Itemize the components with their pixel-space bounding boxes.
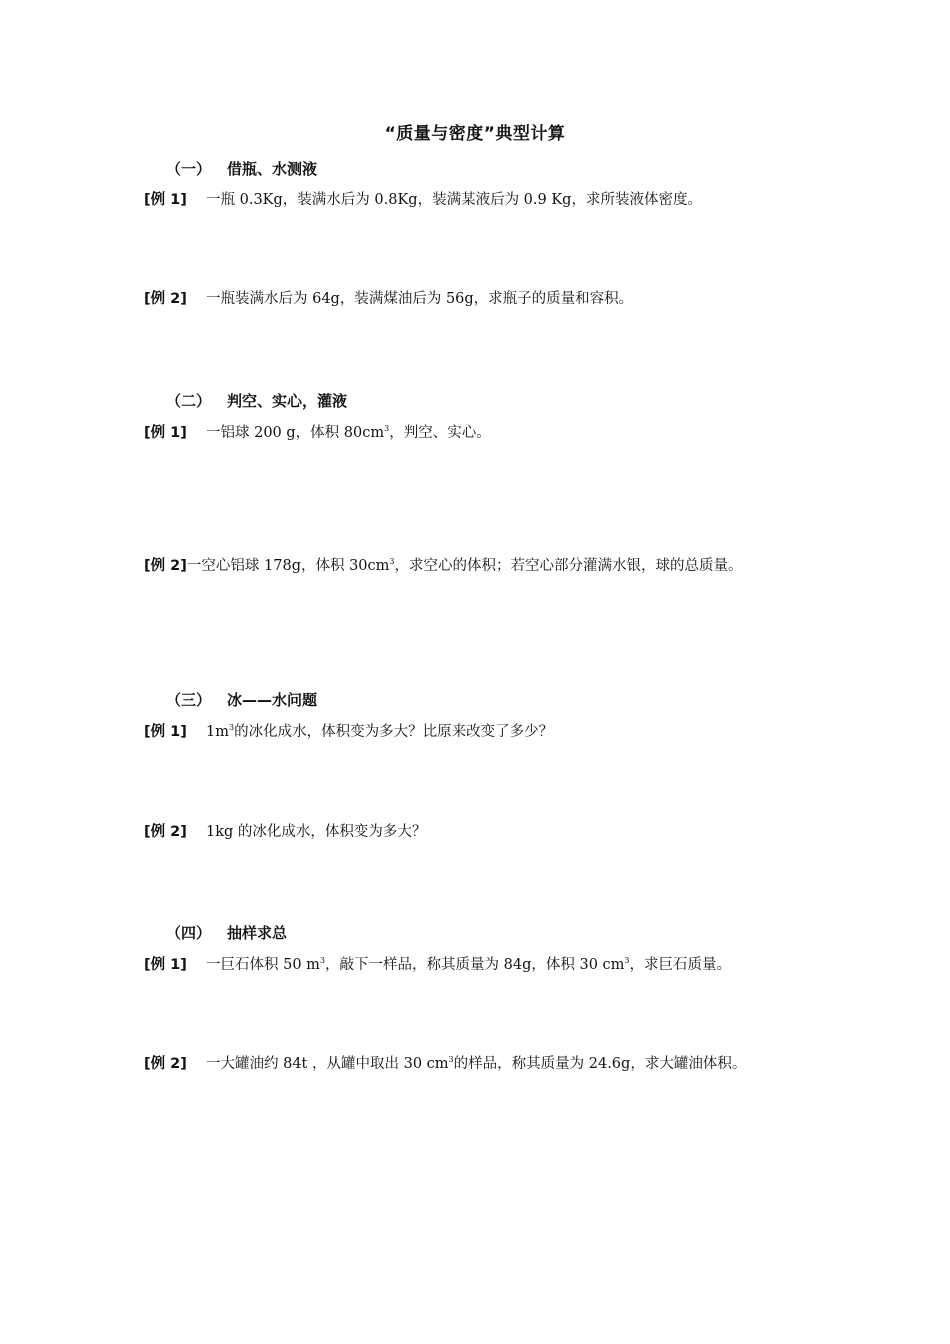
example-tag: [例 1] [144,724,187,740]
example-text: 一巨石体积 50 m [206,957,320,973]
example-text: 一瓶装满水后为 64g，装满煤油后为 56g，求瓶子的质量和容积。 [206,291,634,307]
section-number: （三） [166,691,212,709]
section-title: 借瓶、水测液 [227,160,318,178]
example-text: ，求空心的体积；若空心部分灌满水银，球的总质量。 [394,558,743,574]
section-number: （二） [166,392,212,410]
example-item [144,556,743,576]
example-tag: [例 2] [144,291,187,307]
example-item [144,1054,746,1074]
section-heading-3 [166,689,317,710]
example-tag: [例 2] [144,1056,187,1072]
example-text: 1kg 的冰化成水，体积变为多大？ [206,824,427,840]
section-number: （一） [166,160,212,178]
section-title: 冰——水问题 [227,691,318,709]
example-text: 一瓶 0.3Kg，装满水后为 0.8Kg，装满某液后为 0.9 Kg，求所装液体密度。 [206,192,702,208]
example-tag: [例 2] [144,824,187,840]
example-tag: [例 2] [144,558,187,574]
example-text: ，判空、实心。 [389,425,491,441]
example-text: ，求巨石质量。 [629,957,731,973]
section-title: 抽样求总 [227,924,288,942]
superscript: 3 [624,956,630,966]
example-text: 1m [206,724,229,740]
superscript: 3 [319,956,326,966]
section-heading-4 [166,922,287,943]
superscript: 3 [384,424,390,434]
example-item [144,722,553,742]
example-text: 一铝球 200 g，体积 80cm [206,425,385,441]
example-item [144,190,702,210]
section-title: 判空、实心，灌液 [227,392,348,410]
example-item [144,423,491,443]
section-heading-1 [166,158,317,179]
example-tag: [例 1] [144,192,187,208]
example-tag: [例 1] [144,425,187,441]
section-heading-2 [166,390,347,411]
example-text: ，敲下一样品，称其质量为 84g，体积 30 cm [325,957,625,973]
superscript: 3 [448,1055,454,1065]
example-item [144,822,426,842]
example-text: 的冰化成水，体积变为多大？比原来改变了多少？ [234,724,554,740]
example-text: 一空心铝球 178g，体积 30cm [186,558,390,574]
superscript: 3 [389,557,395,567]
section-number: （四） [166,924,212,942]
example-text: 一大罐油约 84t ，从罐中取出 30 cm [206,1056,449,1072]
example-item [144,955,731,975]
page-title: “质量与密度”典型计算 [384,124,566,144]
example-tag: [例 1] [144,957,187,973]
superscript: 3 [228,723,235,733]
example-text: 的样品，称其质量为 24.6g，求大罐油体积。 [453,1056,747,1072]
example-item [144,289,633,309]
